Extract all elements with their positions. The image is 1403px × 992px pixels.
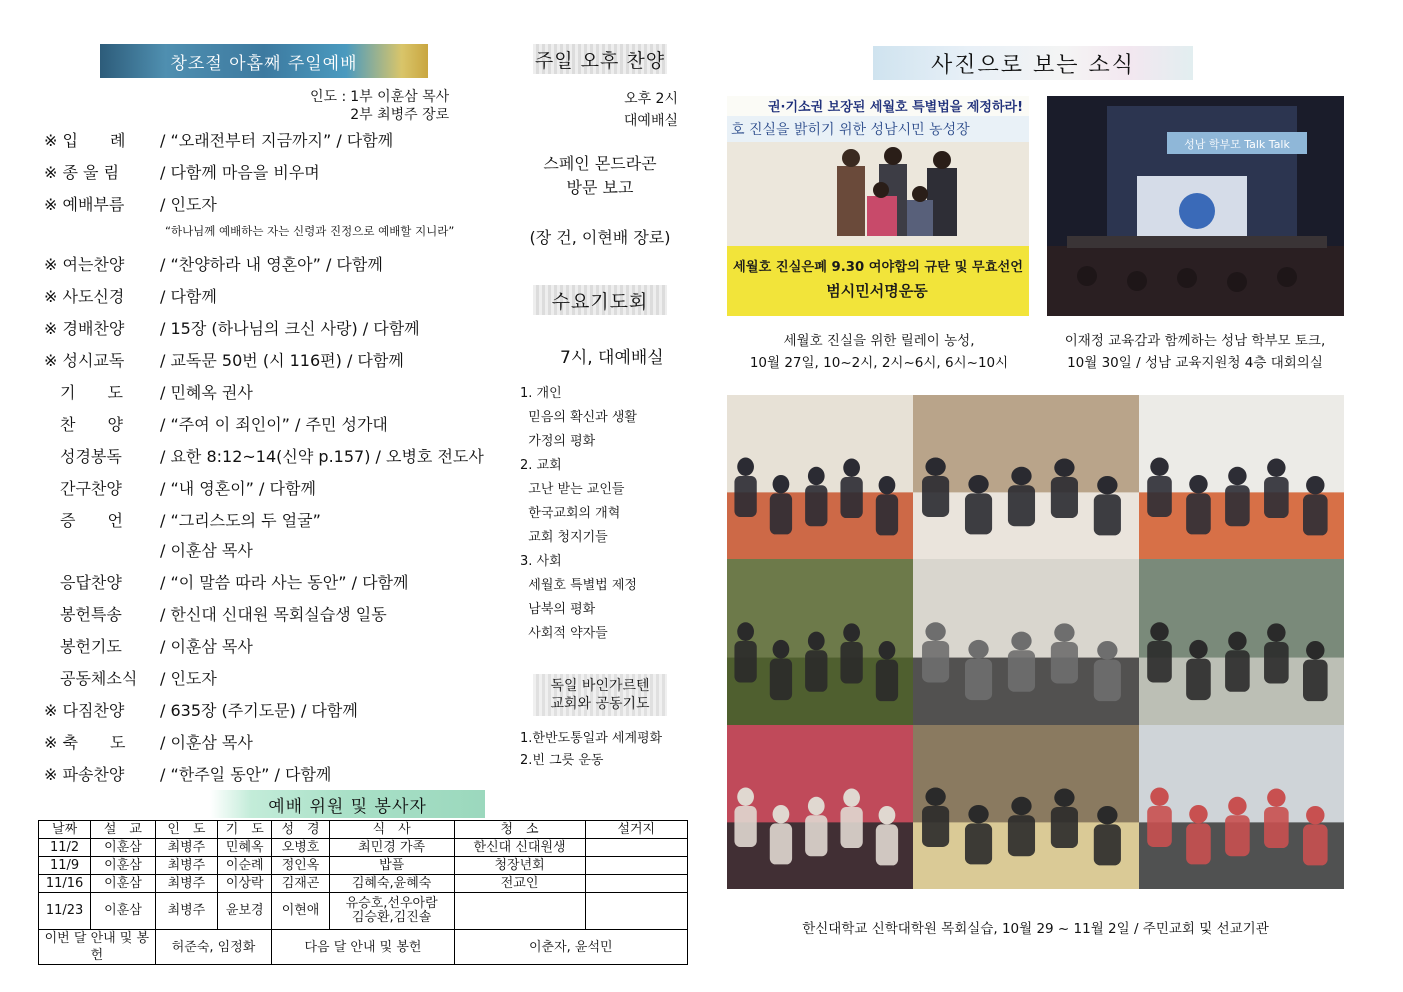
duty-cell <box>454 893 585 930</box>
practicum-photo <box>1139 725 1344 889</box>
order-item-detail: / “내 영혼이” / 다함께 <box>160 479 316 498</box>
order-item-detail: / 15장 (하나님의 크신 사랑) / 다함께 <box>160 319 420 338</box>
photo-news-banner <box>873 46 1193 80</box>
sign-mid-text: 호 진실을 밝히기 위한 성남시민 농성장 <box>731 122 970 138</box>
joint-prayer-item: 2.빈 그릇 운동 <box>520 753 604 768</box>
order-item-name: ※ 축 도 <box>44 733 126 752</box>
order-item-name: ※ 파송찬양 <box>44 765 125 784</box>
order-item-name: ※ 여는찬양 <box>44 255 125 274</box>
order-item-name: ※ 종 울 림 <box>44 163 120 182</box>
order-item-detail: / 이훈삼 목사 <box>160 541 253 560</box>
practicum-caption: 한신대학교 신학대학원 목회실습, 10월 29 ~ 11월 2일 / 주민교회 및 선교기관 <box>802 921 1269 937</box>
order-item-detail: / “한주일 동안” / 다함께 <box>160 765 332 784</box>
wednesday-prayer-banner <box>533 285 667 315</box>
joint-prayer-list <box>520 728 662 772</box>
duty-footer-cell: 이춘자, 윤석민 <box>454 930 687 965</box>
duty-cell: 밥플 <box>329 857 454 875</box>
duty-cell: 민혜옥 <box>218 839 272 857</box>
order-item-name: ※ 입 례 <box>44 131 126 150</box>
order-item-name: 공동체소식 <box>44 669 138 688</box>
caption-sit-in <box>720 330 1038 374</box>
practicum-photo <box>727 559 913 725</box>
order-item-detail: / 다함께 마음을 비우며 <box>160 163 320 182</box>
duty-cell: 김혜숙,윤혜숙 <box>329 875 454 893</box>
duty-row <box>39 893 688 930</box>
order-item-name: 응답찬양 <box>44 573 122 592</box>
practicum-photo <box>913 559 1139 725</box>
duty-row <box>39 857 688 875</box>
duty-cell: 11/23 <box>39 893 91 930</box>
duty-header-cell: 날짜 <box>39 821 91 839</box>
duty-row <box>39 839 688 857</box>
duty-footer-cell: 다음 달 안내 및 봉헌 <box>272 930 454 965</box>
sign-bottom-text: 세월호 진실은폐 9.30 여야합의 규탄 및 무효선언 <box>733 260 1019 275</box>
order-item-name: 봉헌특송 <box>44 605 122 624</box>
order-item-detail: / 이훈삼 목사 <box>160 733 253 752</box>
duty-cell: 최병주 <box>155 893 217 930</box>
order-item-name: 간구찬양 <box>44 479 122 498</box>
practicum-photo <box>1139 559 1344 725</box>
order-item-detail: / 이훈삼 목사 <box>160 637 253 656</box>
prayer-item: 고난 받는 교인들 <box>520 482 625 497</box>
practicum-photo <box>913 395 1139 559</box>
duty-cell: 이훈삼 <box>91 857 155 875</box>
joint-prayer-title-2: 교회와 공동기도 <box>550 696 650 712</box>
duty-cell: 전교인 <box>454 875 585 893</box>
duty-cell: 최병주 <box>155 875 217 893</box>
order-item-detail: / “오래전부터 지금까지” / 다함께 <box>160 131 394 150</box>
duty-cell <box>585 857 687 875</box>
order-item-detail: / 교독문 50번 (시 116편) / 다함께 <box>160 351 404 370</box>
parents-talk-photo <box>1047 96 1344 316</box>
duty-cell <box>585 839 687 857</box>
duty-cell <box>585 875 687 893</box>
order-item-detail: / 인도자 <box>160 669 217 688</box>
practicum-photo <box>913 725 1139 889</box>
duty-cell: 정인옥 <box>272 857 329 875</box>
prayer-item: 남북의 평화 <box>520 602 596 617</box>
caption-sit-in-line-2: 10월 27일, 10~2시, 2시~6시, 6시~10시 <box>749 355 1009 371</box>
practicum-photo <box>1139 395 1344 559</box>
duty-cell: 윤보경 <box>218 893 272 930</box>
prayer-item: 한국교회의 개혁 <box>520 506 621 521</box>
duty-cell: 김재곤 <box>272 875 329 893</box>
practicum-photo <box>727 395 913 559</box>
wednesday-time: 7시, 대예배실 <box>560 348 664 368</box>
duty-footer-row <box>39 930 688 965</box>
duty-cell: 최병주 <box>155 839 217 857</box>
leader-service-2: 2부 최병주 장로 <box>350 107 450 123</box>
sign-bottom-text-2: 범시민서명운동 <box>826 282 928 300</box>
worship-title-banner <box>100 44 428 78</box>
duty-cell: 최민경 가족 <box>329 839 454 857</box>
order-item-name: ※ 성시교독 <box>44 351 125 370</box>
duty-cell: 최병주 <box>155 857 217 875</box>
duty-cell: 이훈삼 <box>91 839 155 857</box>
report-line-2: 방문 보고 <box>566 178 634 197</box>
order-item-name: ※ 사도신경 <box>44 287 125 306</box>
prayer-item: 믿음의 확신과 생활 <box>520 410 637 425</box>
order-item-detail: / 요한 8:12~14(신약 p.157) / 오병호 전도사 <box>160 447 484 466</box>
caption-talk-line-1: 이재정 교육감과 함께하는 성남 학부모 토크, <box>1064 333 1326 349</box>
leader-info <box>310 88 449 124</box>
duty-cell: 이상락 <box>218 875 272 893</box>
order-item-name: ※ 경배찬양 <box>44 319 125 338</box>
caption-talk <box>1030 330 1360 374</box>
duty-header-cell: 기 도 <box>218 821 272 839</box>
worship-title: 창조절 아홉째 주일예배 <box>170 53 358 74</box>
prayer-item: 사회적 약자들 <box>520 626 608 641</box>
duty-cell: 오병호 <box>272 839 329 857</box>
order-item-name: 찬 양 <box>44 415 123 434</box>
duty-row <box>39 875 688 893</box>
prayer-item: 교회 청지기들 <box>520 530 608 545</box>
prayer-item: 1. 개인 <box>520 386 562 401</box>
order-item-detail: / “이 말씀 따라 사는 동안” / 다함께 <box>160 573 409 592</box>
duty-header-cell: 설 교 <box>91 821 155 839</box>
duty-header-cell: 인 도 <box>155 821 217 839</box>
duty-footer-cell: 허준숙, 임정화 <box>155 930 272 965</box>
duty-title: 예배 위원 및 봉사자 <box>268 796 427 817</box>
report-line-1: 스페인 몬드라곤 <box>543 154 657 173</box>
order-item-detail: / “그리스도의 두 얼굴” <box>160 511 321 530</box>
duty-cell: 이현애 <box>272 893 329 930</box>
duty-cell: 한신대 신대원생 <box>454 839 585 857</box>
prayer-list <box>520 382 637 646</box>
wednesday-prayer-title: 수요기도회 <box>551 290 649 313</box>
order-item-name: 증 언 <box>44 511 123 530</box>
joint-prayer-banner <box>533 674 667 716</box>
order-item-name: 성경봉독 <box>44 447 122 466</box>
order-item-name: 봉헌기도 <box>44 637 122 656</box>
photo-news-title: 사진으로 보는 소식 <box>930 52 1135 78</box>
caption-talk-line-2: 10월 30일 / 성남 교육지원청 4층 대회의실 <box>1067 355 1323 371</box>
prayer-item: 가정의 평화 <box>520 434 596 449</box>
duty-cell: 11/2 <box>39 839 91 857</box>
order-item-name: 기 도 <box>44 383 123 402</box>
afternoon-praise-title: 주일 오후 찬양 <box>534 49 666 72</box>
duty-cell: 이순례 <box>218 857 272 875</box>
practicum-photo <box>727 725 913 889</box>
order-item-name: ※ 예배부름 <box>44 195 125 214</box>
duty-cell: 유승호,선우아람 김승환,김진솔 <box>329 893 454 930</box>
afternoon-time: 오후 2시 <box>624 91 678 107</box>
sign-top-text: 권·기소권 보장된 세월호 특별법을 제정하라! <box>767 100 1023 115</box>
duty-header-cell: 청 소 <box>454 821 585 839</box>
duty-cell: 이훈삼 <box>91 893 155 930</box>
order-item-detail: / 635장 (주기도문) / 다함께 <box>160 701 358 720</box>
report-by: (장 건, 이현배 장로) <box>529 228 671 247</box>
order-item-detail: / “주여 이 죄인이” / 주민 성가대 <box>160 415 388 434</box>
prayer-item: 3. 사회 <box>520 554 562 569</box>
duty-footer-cell: 이번 달 안내 및 봉헌 <box>39 930 156 965</box>
order-item-detail: / 민혜옥 권사 <box>160 383 253 402</box>
duty-cell: 청장년회 <box>454 857 585 875</box>
duty-table <box>38 820 688 965</box>
caption-sit-in-line-1: 세월호 진실을 위한 릴레이 농성, <box>783 333 975 349</box>
duty-header-cell: 성 경 <box>272 821 329 839</box>
duty-cell: 11/9 <box>39 857 91 875</box>
order-item-name: ※ 다짐찬양 <box>44 701 125 720</box>
order-item-detail: / 다함께 <box>160 287 217 306</box>
screen-text: 성남 학부모 Talk Talk <box>1184 138 1290 151</box>
prayer-item: 세월호 특별법 제정 <box>520 578 637 593</box>
duty-cell: 11/16 <box>39 875 91 893</box>
afternoon-place: 대예배실 <box>623 113 678 129</box>
call-to-worship-quote: “하나님께 예배하는 자는 신령과 진정으로 예배할 지니라” <box>165 224 455 238</box>
duty-cell: 이훈삼 <box>91 875 155 893</box>
leader-service-1: 1부 이훈삼 목사 <box>350 89 450 105</box>
order-item-detail: / “찬양하라 내 영혼아” / 다함께 <box>160 255 383 274</box>
afternoon-praise-banner <box>533 44 667 74</box>
duty-header-cell: 식 사 <box>329 821 454 839</box>
order-item-detail: / 한신대 신대원 목회실습생 일동 <box>160 605 387 624</box>
prayer-item: 2. 교회 <box>520 458 562 473</box>
joint-prayer-item: 1.한반도통일과 세계평화 <box>520 731 663 746</box>
leader-label: 인도 : <box>310 89 347 105</box>
joint-prayer-title-1: 독일 바인가르텐 <box>550 678 650 694</box>
duty-cell <box>585 893 687 930</box>
order-item-detail: / 인도자 <box>160 195 217 214</box>
duty-header-row <box>39 821 688 839</box>
duty-banner <box>210 790 485 818</box>
sit-in-photo <box>727 96 1029 316</box>
duty-header-cell: 설거지 <box>585 821 687 839</box>
